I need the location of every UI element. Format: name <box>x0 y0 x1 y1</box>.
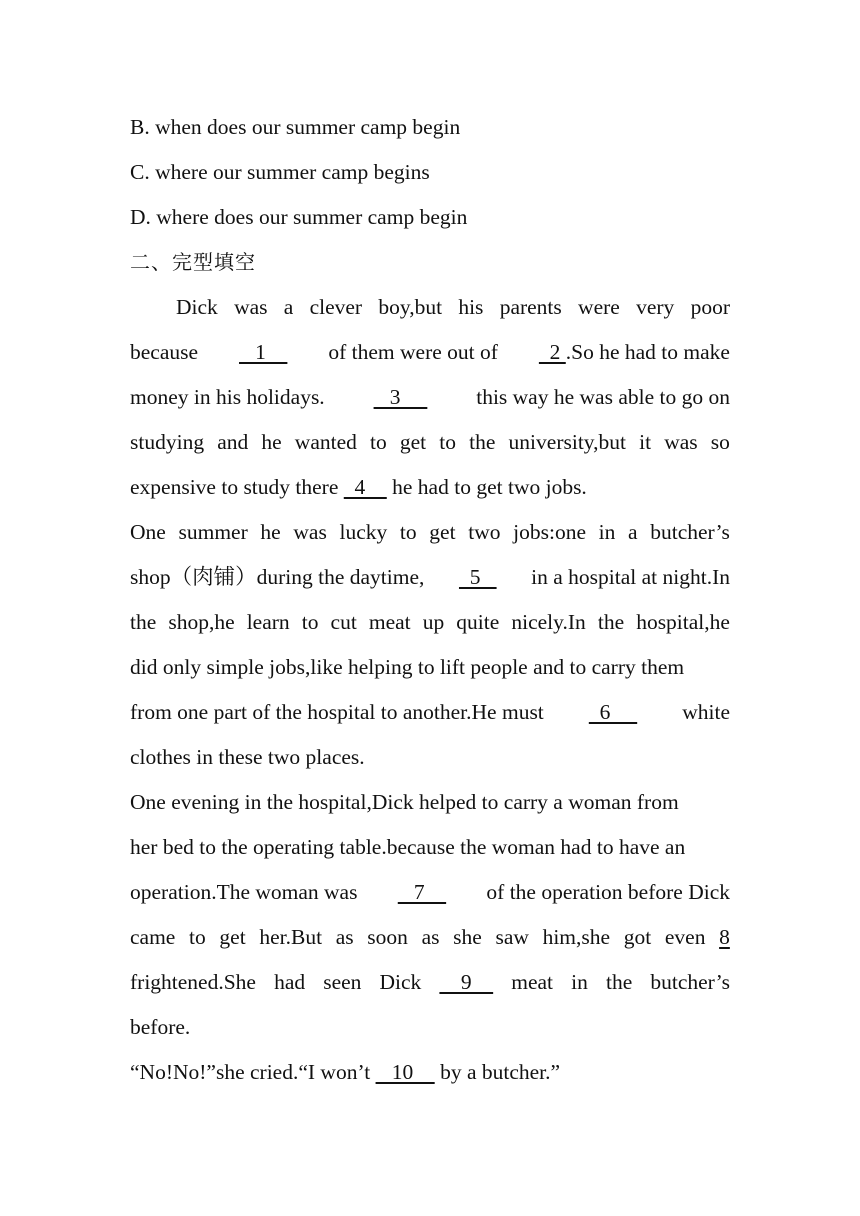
word: wanted <box>294 430 357 454</box>
word: got <box>623 925 652 949</box>
passage-line: her bed to the operating table.because the woman had to have an <box>130 835 686 859</box>
word: were <box>578 295 620 319</box>
word: get <box>429 520 456 544</box>
text-run: operation.The woman was <box>130 880 358 904</box>
word: poor <box>690 295 730 319</box>
word: Dick <box>176 295 218 319</box>
passage-line <box>130 870 730 915</box>
text-run: money in his holidays. <box>130 385 325 409</box>
word: he <box>261 430 282 454</box>
word: a <box>283 295 294 319</box>
text-run: “No!No!”she cried.“I won’t <box>130 1060 376 1084</box>
blank-7: 7 <box>397 880 447 904</box>
word: as <box>335 925 354 949</box>
word: jobs:one <box>513 520 586 544</box>
word: she <box>453 925 482 949</box>
word: to <box>439 430 457 454</box>
passage-line: before. <box>130 1015 191 1039</box>
text-run: in a hospital at night.In <box>531 565 730 589</box>
option-c: C. where our summer camp begins <box>130 160 430 184</box>
text-run: of the operation before Dick <box>486 880 730 904</box>
word: butcher’s <box>650 970 730 994</box>
text-run: this way he was able to go on <box>476 385 730 409</box>
option-b: B. when does our summer camp begin <box>130 115 461 139</box>
word: the <box>469 430 496 454</box>
passage-line <box>130 960 730 1005</box>
word: it <box>639 430 652 454</box>
passage-line <box>130 555 730 600</box>
word: Dick <box>379 970 422 994</box>
word: meat <box>368 610 411 634</box>
passage-line <box>130 915 730 960</box>
word: butcher’s <box>650 520 730 544</box>
word: had <box>274 970 306 994</box>
word: because <box>130 340 199 364</box>
word: as <box>421 925 440 949</box>
word: so <box>710 430 730 454</box>
word: in <box>598 520 616 544</box>
word: came <box>130 925 176 949</box>
word: in <box>571 970 588 994</box>
word: clever <box>309 295 363 319</box>
passage-line <box>130 330 730 375</box>
text-run: from one part of the hospital to another.He must <box>130 700 544 724</box>
word: her.But <box>259 925 323 949</box>
passage-line <box>130 420 730 465</box>
word: meat <box>511 970 554 994</box>
blank-1: 1 <box>239 340 288 364</box>
word: his <box>458 295 484 319</box>
word: learn <box>246 610 290 634</box>
word: a <box>628 520 638 544</box>
blank-10: 10 <box>375 1060 435 1084</box>
section-heading: 二、完型填空 <box>130 250 256 274</box>
blank-5: 5 <box>458 565 497 589</box>
word: studying <box>130 430 205 454</box>
word: cut <box>330 610 357 634</box>
blank-2: 2 <box>538 340 566 364</box>
word: shop,he <box>168 610 235 634</box>
word: the <box>130 610 157 634</box>
blank-8: 8 <box>719 925 730 949</box>
text-run: of them were out of <box>328 340 498 364</box>
word: hospital,he <box>636 610 730 634</box>
text-run: he had to get two jobs. <box>386 475 587 499</box>
word: parents <box>499 295 562 319</box>
word: quite <box>456 610 500 634</box>
option-d: D. where does our summer camp begin <box>130 205 468 229</box>
word: he <box>260 520 281 544</box>
word: university,but <box>508 430 626 454</box>
blank-3: 3 <box>373 385 428 409</box>
text-run <box>539 330 730 375</box>
word: get <box>399 430 427 454</box>
text-run: by a butcher.” <box>434 1060 561 1084</box>
word: summer <box>178 520 248 544</box>
word: two <box>468 520 501 544</box>
passage-line <box>130 285 730 330</box>
word: to <box>189 925 206 949</box>
text-run: .So he had to make <box>565 340 730 364</box>
passage-line <box>130 600 730 645</box>
passage-line <box>130 690 730 735</box>
word: the <box>597 610 625 634</box>
word: One <box>130 520 166 544</box>
word: was <box>293 520 327 544</box>
word: and <box>217 430 249 454</box>
passage-line <box>130 510 730 555</box>
word: frightened.She <box>130 970 256 994</box>
word: to <box>399 520 417 544</box>
passage-line: One evening in the hospital,Dick helped to carry a woman from <box>130 790 679 814</box>
word: saw <box>495 925 529 949</box>
passage-line: clothes in these two places. <box>130 745 365 769</box>
passage-line <box>130 465 730 510</box>
word: boy,but <box>378 295 443 319</box>
document-content <box>130 105 730 1095</box>
passage-line: did only simple jobs,like helping to lift people and to carry them <box>130 655 685 679</box>
word: nicely.In <box>511 610 586 634</box>
blank-6: 6 <box>588 700 638 724</box>
text-run: expensive to study there <box>130 475 344 499</box>
word: him,she <box>542 925 611 949</box>
word: lucky <box>339 520 388 544</box>
passage-line <box>130 375 730 420</box>
word: seen <box>323 970 362 994</box>
text-run: shop（肉铺）during the daytime, <box>130 565 425 589</box>
text-run: white <box>682 700 730 724</box>
word: the <box>605 970 633 994</box>
word: was <box>664 430 698 454</box>
passage-line <box>130 1050 730 1095</box>
word: to <box>370 430 387 454</box>
word: up <box>422 610 445 634</box>
word: even <box>664 925 706 949</box>
blank-4: 4 <box>343 475 387 499</box>
blank-9: 9 <box>439 970 494 994</box>
word: very <box>636 295 675 319</box>
word: get <box>219 925 246 949</box>
word: was <box>234 295 268 319</box>
word: soon <box>367 925 408 949</box>
word: to <box>301 610 319 634</box>
